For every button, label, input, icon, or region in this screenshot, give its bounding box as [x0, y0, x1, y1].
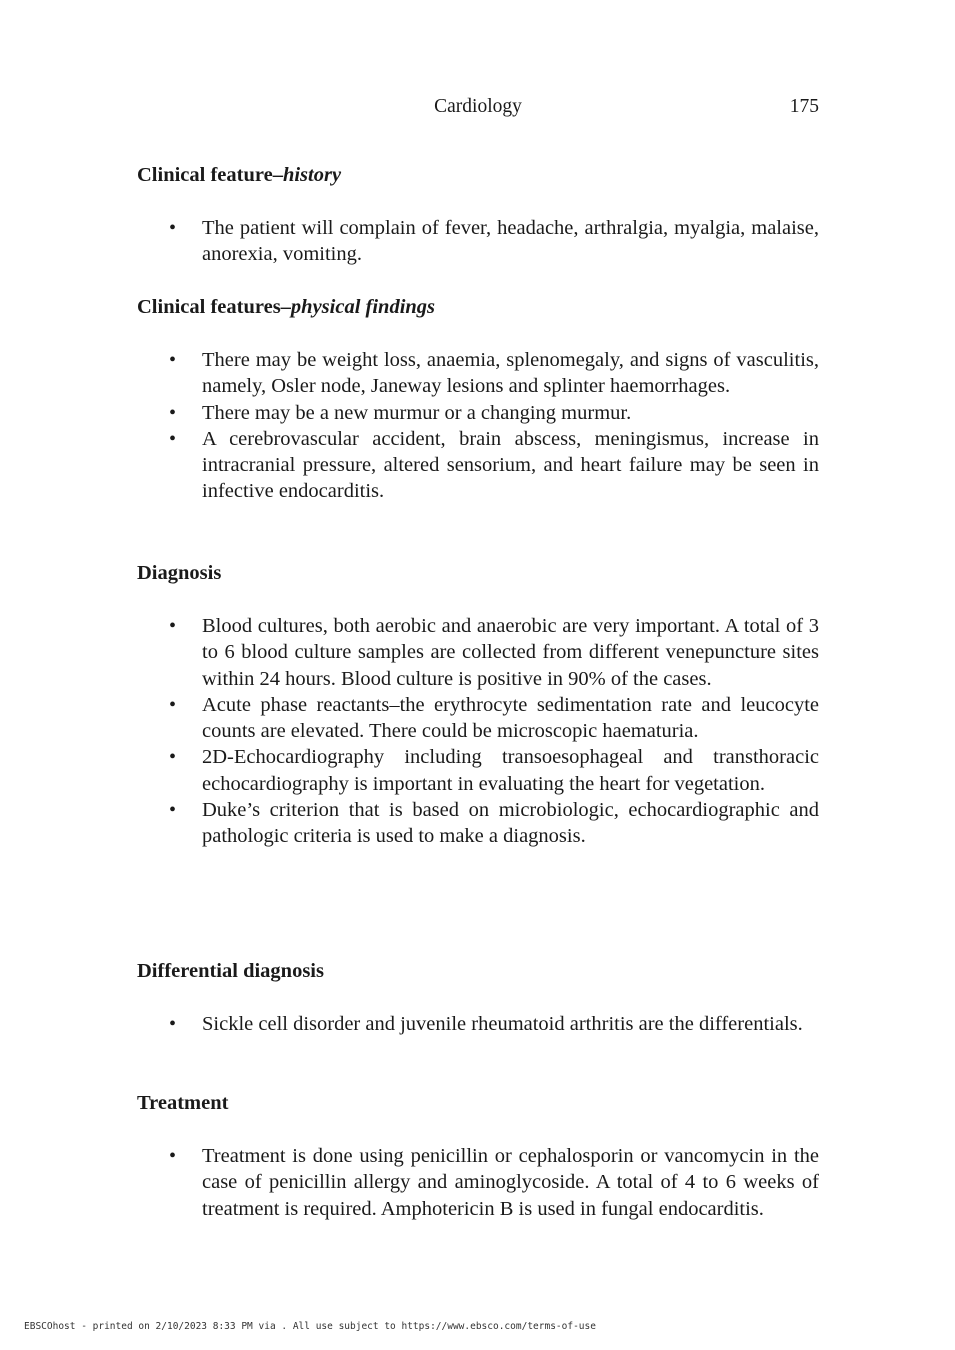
list-item: • Duke’s criterion that is based on microbiologic, echocardiographic and pathologic criteria is used to make a diagnosis.	[169, 799, 819, 848]
bullet-icon: •	[169, 349, 177, 371]
bullet-icon: •	[169, 1013, 177, 1035]
section-heading: Treatment	[137, 1092, 229, 1114]
running-header	[137, 96, 819, 122]
section-heading: Differential diagnosis	[137, 960, 324, 982]
bullet-icon: •	[169, 799, 177, 822]
section-physical-findings	[137, 294, 819, 505]
bullet-icon: •	[169, 746, 177, 769]
bullet-icon: •	[169, 615, 177, 637]
print-footer: EBSCOhost - printed on 2/10/2023 8:33 PM via . All use subject to https://www.ebsco.com/terms-of-use	[24, 1321, 596, 1332]
bullet-icon: •	[169, 217, 177, 239]
bullet-list	[137, 347, 819, 505]
bullet-icon: •	[169, 1145, 177, 1167]
list-item: • A cerebrovascular accident, brain abscess, meningismus, increase in intracranial pressure, altered sensorium, and heart failure may be seen in infective endocarditis.	[169, 427, 819, 503]
list-item: • Blood cultures, both aerobic and anaerobic are very important. A total of 3 to 6 blood culture samples are collected from different venepuncture sites within 24 hours. Blood culture is positive in 90% of the cases.	[169, 615, 819, 690]
section-heading: Clinical features–physical findings	[137, 296, 436, 318]
section-treatment	[137, 1090, 819, 1222]
bullet-icon: •	[169, 427, 177, 450]
bullet-list	[137, 1011, 819, 1037]
section-clinical-history	[137, 162, 819, 268]
section-differential-diagnosis	[137, 958, 819, 1037]
section-diagnosis	[137, 560, 819, 850]
list-item: • There may be a new murmur or a changing murmur.	[137, 400, 819, 426]
running-title: Cardiology	[434, 96, 522, 117]
bullet-list	[137, 613, 819, 850]
bullet-icon: •	[169, 401, 177, 424]
list-item: • Sickle cell disorder and juvenile rheumatoid arthritis are the differentials.	[137, 1011, 819, 1037]
list-item: • 2D-Echocardiography including transoesophageal and transthoracic echocardiography is important in evaluating the heart for vegetation.	[169, 746, 819, 795]
bullet-list	[137, 1143, 819, 1222]
bullet-icon: •	[169, 693, 177, 716]
list-item: • The patient will complain of fever, headache, arthralgia, myalgia, malaise, anorexia, vomiting.	[169, 217, 819, 266]
list-item: • There may be weight loss, anaemia, splenomegaly, and signs of vasculitis, namely, Osler node, Janeway lesions and splinter haemorrhages.	[169, 349, 819, 398]
page-number: 175	[789, 96, 819, 117]
section-heading: Clinical feature–history	[137, 164, 342, 186]
section-heading: Diagnosis	[137, 562, 222, 584]
bullet-list	[137, 215, 819, 268]
list-item: • Acute phase reactants–the erythrocyte sedimentation rate and leucocyte counts are elevated. There could be microscopic haematuria.	[169, 693, 819, 743]
list-item: • Treatment is done using penicillin or cephalosporin or vancomycin in the case of penicillin allergy and aminoglycoside. A total of 4 to 6 weeks of treatment is required. Amphotericin B is used in fungal endocarditis.	[169, 1145, 819, 1220]
